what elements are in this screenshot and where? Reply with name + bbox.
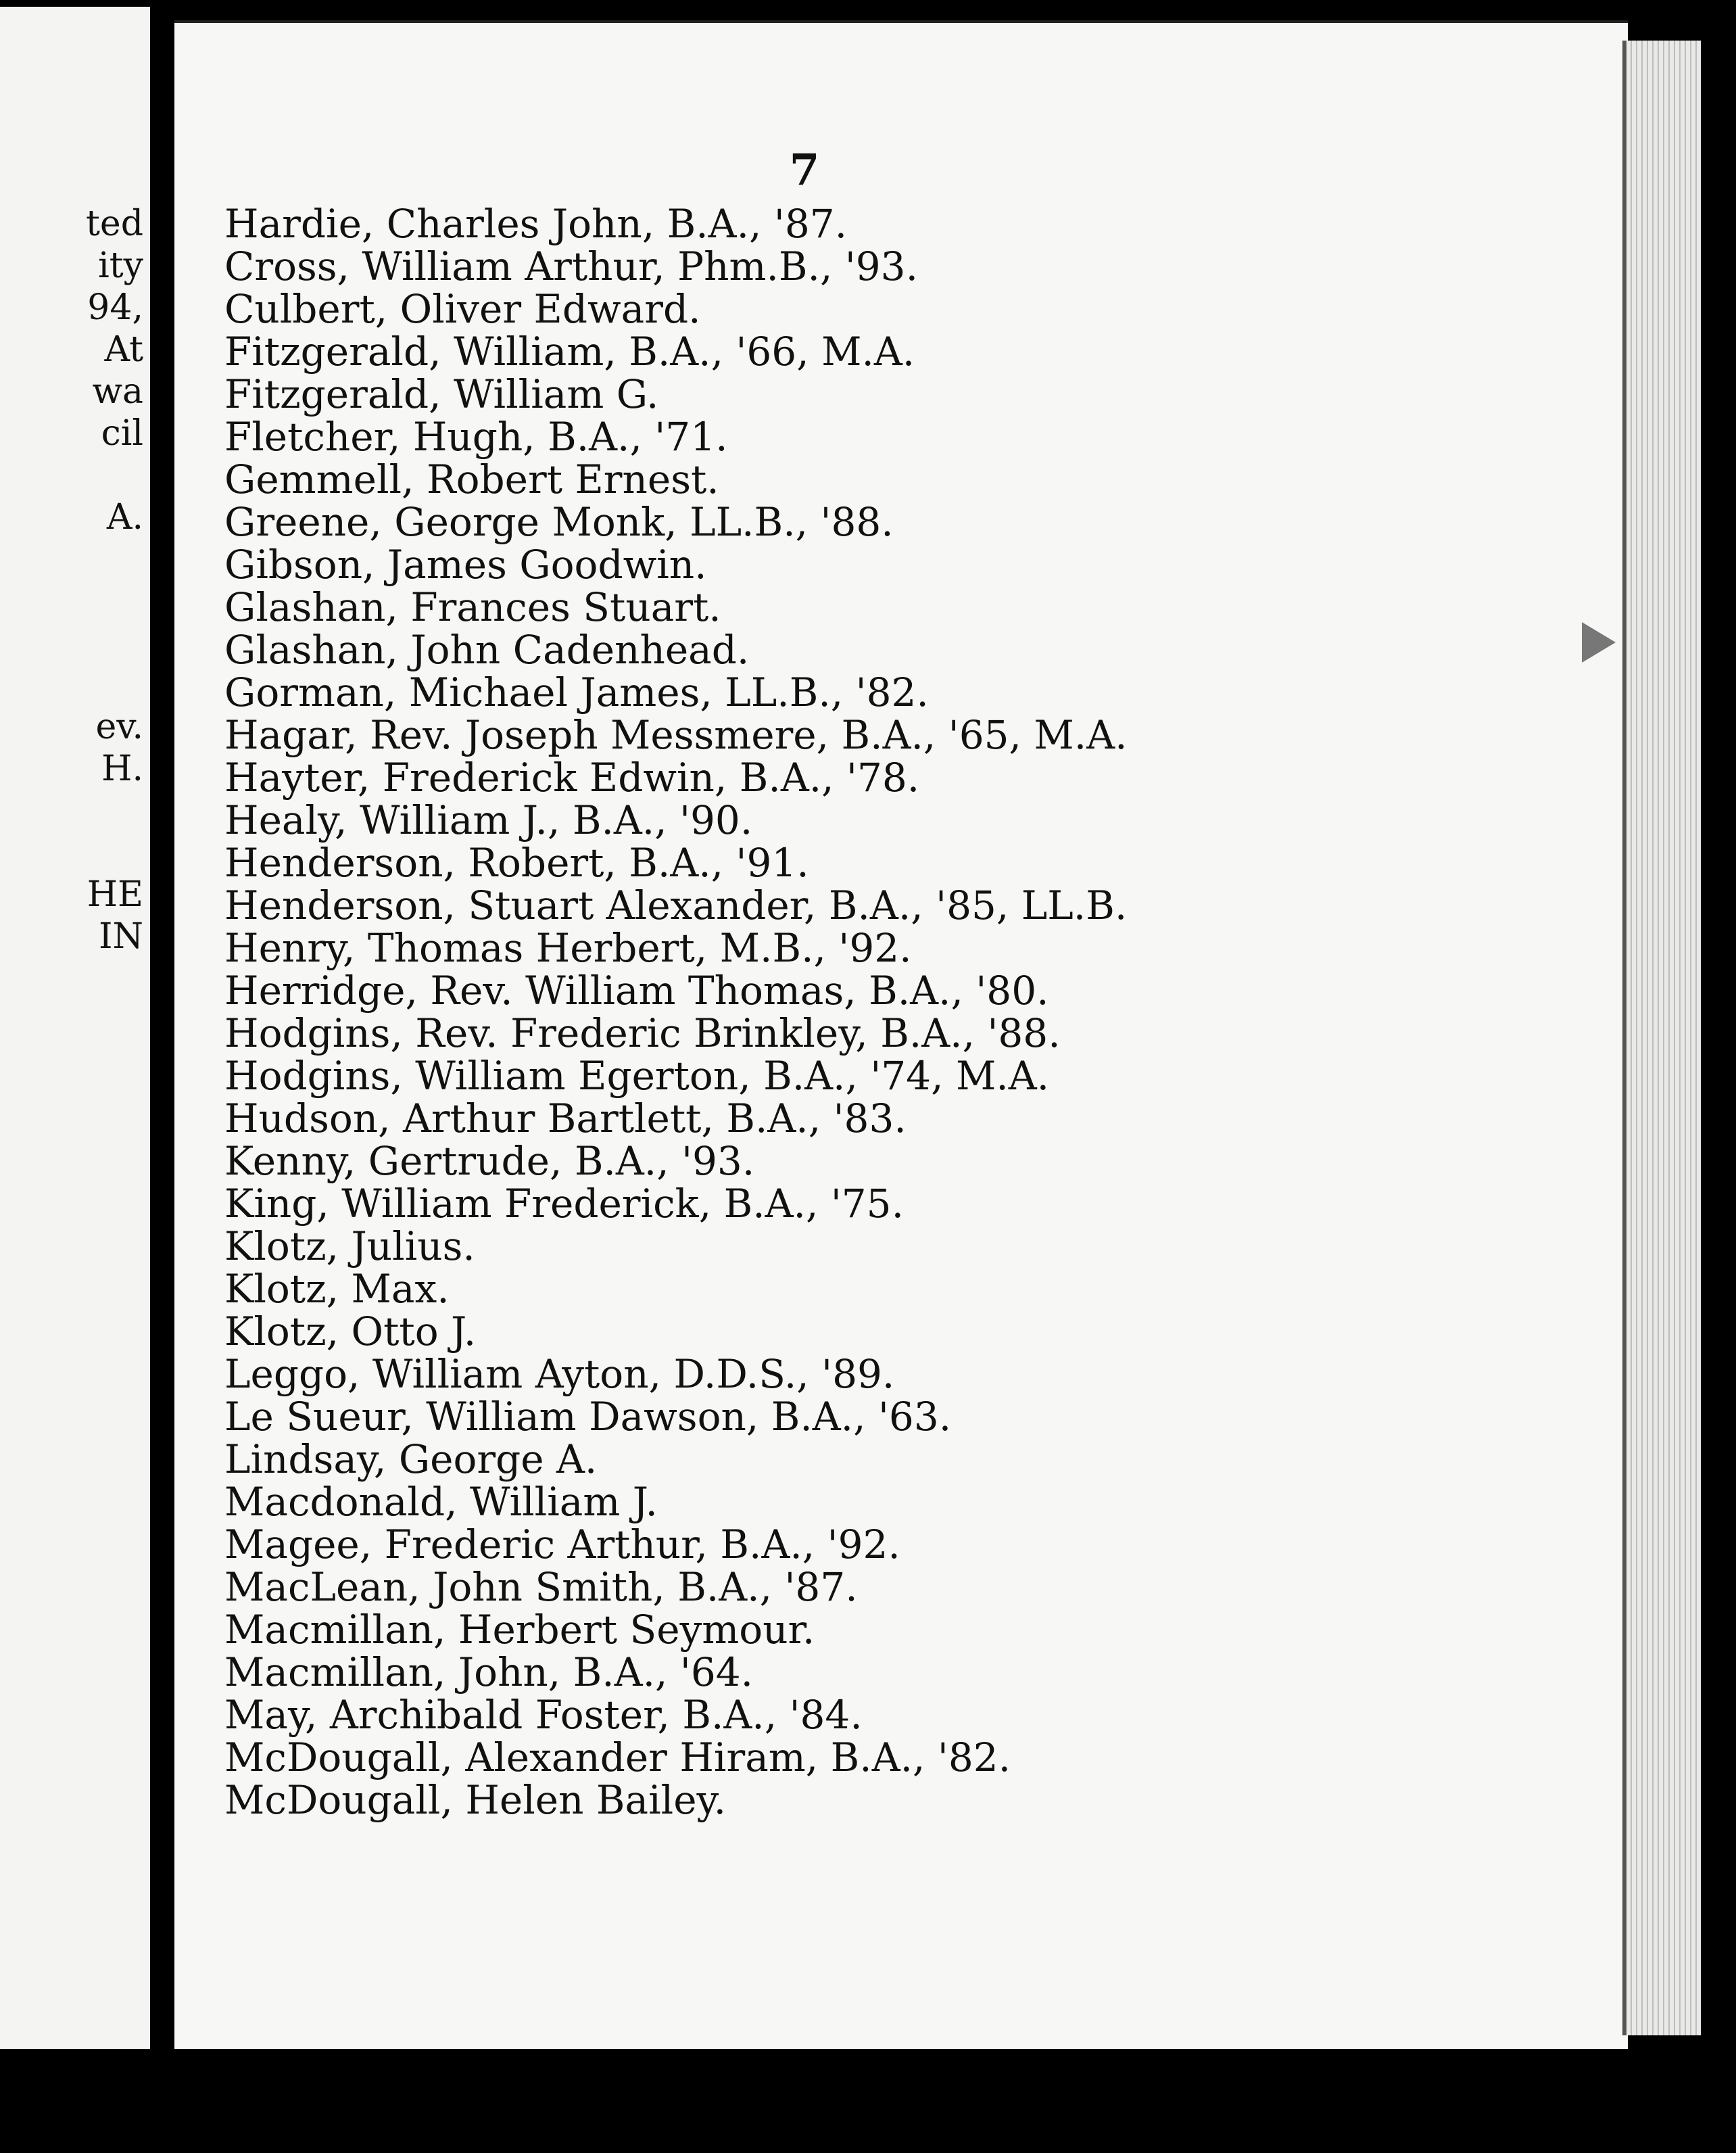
list-item: Fitzgerald, William, B.A., '66, M.A.: [224, 329, 915, 375]
list-item: Hudson, Arthur Bartlett, B.A., '83.: [224, 1095, 907, 1141]
fragment-line: HE: [87, 874, 143, 915]
page-number: 7: [789, 145, 820, 195]
previous-page-text-fragments: [0, 203, 155, 957]
list-item: Lindsay, George A.: [224, 1436, 598, 1482]
book-gutter: [150, 0, 174, 2153]
list-item: Henderson, Stuart Alexander, B.A., '85, LL.B.: [224, 882, 1128, 928]
previous-page-edge: [0, 7, 154, 2049]
list-item: Kenny, Gertrude, B.A., '93.: [224, 1138, 755, 1184]
list-item: Hayter, Frederick Edwin, B.A., '78.: [224, 755, 920, 801]
list-item: Gibson, James Goodwin.: [224, 542, 707, 588]
list-item: May, Archibald Foster, B.A., '84.: [224, 1692, 863, 1738]
list-item: Hodgins, William Egerton, B.A., '74, M.A.: [224, 1053, 1050, 1099]
list-item: Macdonald, William J.: [224, 1479, 658, 1525]
list-item: Fletcher, Hugh, B.A., '71.: [224, 414, 728, 460]
fragment-line: [0, 454, 155, 496]
list-item: Le Sueur, William Dawson, B.A., '63.: [224, 1394, 952, 1440]
list-item: McDougall, Alexander Hiram, B.A., '82.: [224, 1734, 1011, 1780]
fragment-line: ity: [98, 245, 143, 286]
list-item: Glashan, Frances Stuart.: [224, 584, 721, 630]
scan-bottom-border: [0, 2049, 1736, 2153]
fragment-line: H.: [101, 749, 143, 789]
fragment-line: IN: [98, 916, 143, 957]
fragment-line: A.: [106, 497, 143, 538]
list-item: Herridge, Rev. William Thomas, B.A., '80.: [224, 968, 1049, 1014]
list-item: Gorman, Michael James, LL.B., '82.: [224, 669, 929, 715]
list-item: Henry, Thomas Herbert, M.B., '92.: [224, 925, 912, 971]
list-item: Macmillan, John, B.A., '64.: [224, 1649, 754, 1695]
list-item: Fitzgerald, William G.: [224, 371, 659, 417]
list-item: Greene, George Monk, LL.B., '88.: [224, 499, 894, 545]
list-item: Henderson, Robert, B.A., '91.: [224, 840, 809, 886]
fragment-line: cil: [101, 413, 143, 454]
fragment-line: 94,: [87, 287, 143, 328]
list-item: Culbert, Oliver Edward.: [224, 286, 701, 332]
list-item: Hardie, Charles John, B.A., '87.: [224, 201, 848, 247]
list-item: Hodgins, Rev. Frederic Brinkley, B.A., '88.: [224, 1010, 1061, 1056]
fragment-line: [0, 538, 155, 580]
list-item: Klotz, Max.: [224, 1266, 450, 1312]
list-item: MacLean, John Smith, B.A., '87.: [224, 1564, 858, 1610]
list-item: Healy, William J., B.A., '90.: [224, 797, 753, 843]
fragment-line: [0, 664, 155, 706]
list-item: McDougall, Helen Bailey.: [224, 1777, 727, 1823]
fragment-line: [0, 790, 155, 832]
fragment-line: ev.: [95, 707, 143, 747]
name-list: [224, 203, 1610, 1822]
list-item: Glashan, John Cadenhead.: [224, 627, 750, 673]
list-item: Gemmell, Robert Ernest.: [224, 456, 719, 502]
list-item: Magee, Frederic Arthur, B.A., '92.: [224, 1521, 900, 1567]
list-item: King, William Frederick, B.A., '75.: [224, 1181, 905, 1227]
list-item: Leggo, William Ayton, D.D.S., '89.: [224, 1351, 895, 1397]
fragment-line: [0, 832, 155, 874]
fragment-line: [0, 622, 155, 664]
fragment-line: ted: [86, 204, 143, 244]
list-item: Cross, William Arthur, Phm.B., '93.: [224, 243, 919, 289]
fragment-line: At: [104, 329, 143, 370]
list-item: Klotz, Julius.: [224, 1223, 475, 1269]
list-item: Hagar, Rev. Joseph Messmere, B.A., '65, M.A.: [224, 712, 1128, 758]
list-item: Klotz, Otto J.: [224, 1308, 477, 1354]
fragment-line: [0, 580, 155, 622]
fragment-line: wa: [92, 371, 143, 412]
page-stack-edge: [1622, 41, 1701, 2035]
list-item: Macmillan, Herbert Seymour.: [224, 1607, 815, 1653]
